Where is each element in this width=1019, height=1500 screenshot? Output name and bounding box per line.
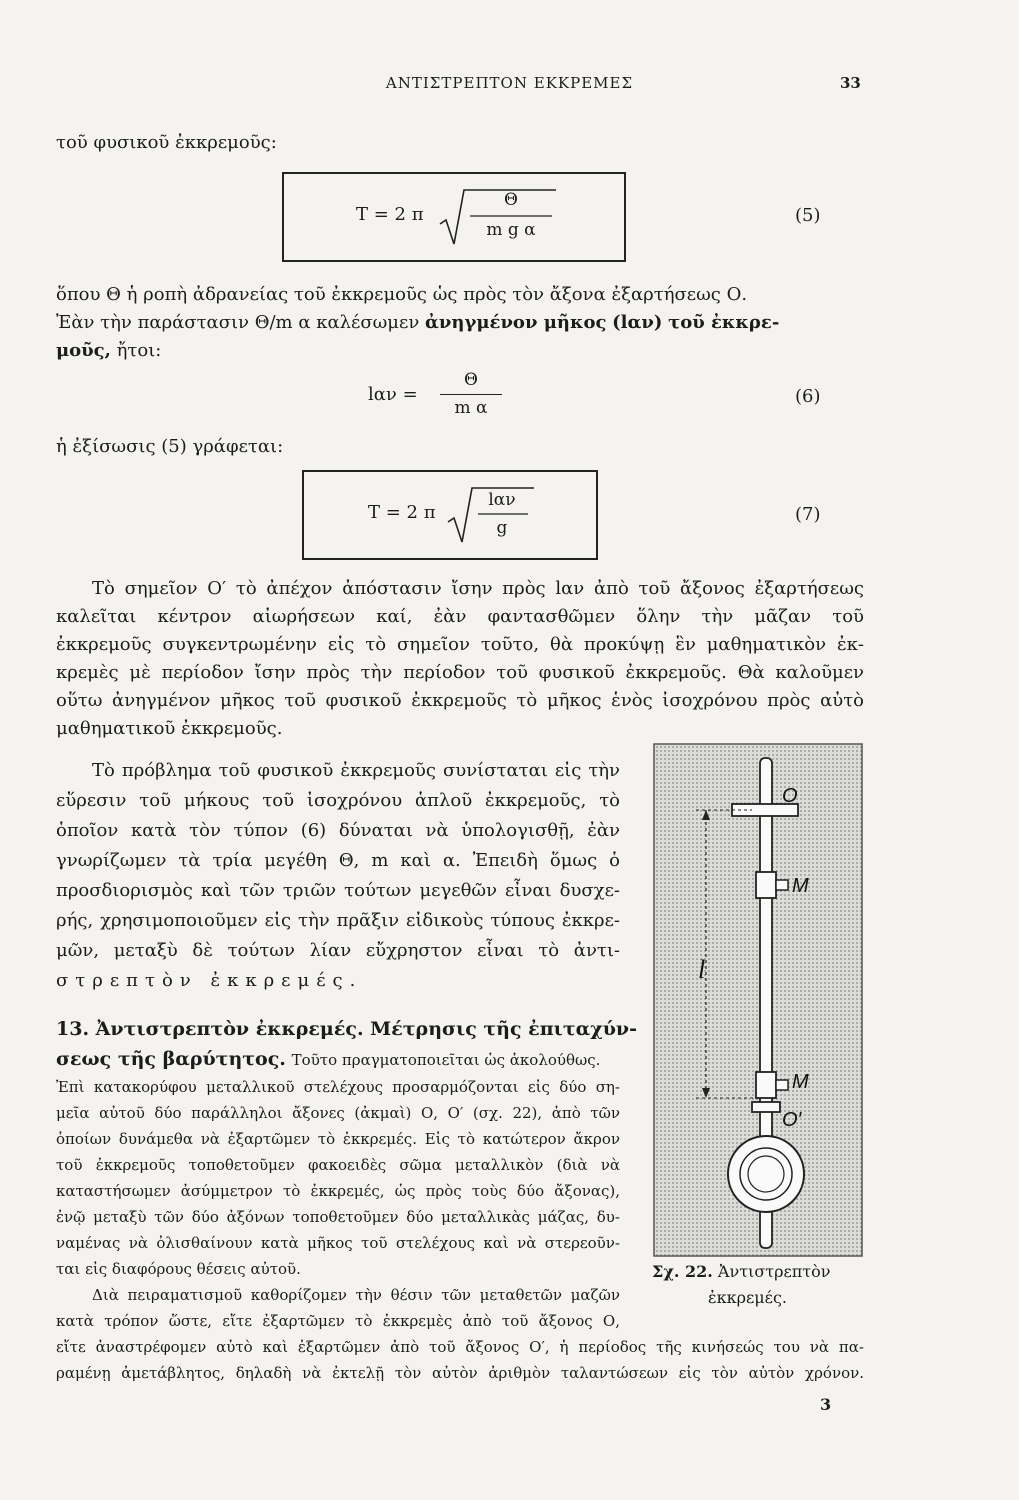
- figure-caption-text: Ἀντιστρεπτὸν: [717, 1262, 831, 1281]
- para2-line-1: Τὸ σημεῖον Ο′ τὸ ἀπέχον ἀπόστασιν ἴσην πρὸς lαν ἀπὸ τοῦ ἄξονος ἐξαρτήσεως: [92, 578, 864, 599]
- para1-word: ἤτοι:: [116, 340, 162, 361]
- reversible-pendulum-figure: [652, 742, 866, 1262]
- reduced-length-term: ἀνηγμένον μῆκος: [425, 312, 607, 333]
- para3-line-5: προσδιορισμὸς καὶ τῶν τριῶν τούτων μεγεθῶν εἶναι δυσχε-: [56, 880, 620, 901]
- running-header: ΑΝΤΙΣΤΡΕΠΤΟΝ ΕΚΚΡΕΜΕΣ: [385, 74, 634, 92]
- para3-line-6: ρής, χρησιμοποιοῦμεν εἰς τὴν πρᾶξιν εἰδικοὺς τύπους ἐκκρε-: [56, 910, 620, 931]
- equation-6-fraction-bar: [440, 394, 502, 395]
- page-number: 33: [840, 74, 861, 92]
- label-o: O: [782, 785, 798, 807]
- para1-bold-word: μοῦς,: [56, 340, 111, 361]
- knife-edge-o-prime: [752, 1102, 780, 1112]
- para1-term-end: τοῦ ἐκκρε-: [668, 312, 780, 333]
- para2-line-2: καλεῖται κέντρον αἰωρήσεων καί, ἐὰν φαντασθῶμεν ὅλην τὴν μᾶζαν τοῦ: [56, 606, 864, 627]
- section-line-11: εἴτε ἀναστρέφομεν αὐτὸ καὶ ἐξαρτῶμεν ἀπὸ τοῦ ἄξονος Ο′, ἡ περίοδος τῆς κινήσεώς του νὰ πα-: [56, 1338, 864, 1356]
- section-line-5: καταστήσωμεν ἀσύμμετρον τὸ ἐκκρεμές, ὡς πρὸς τοὺς δύο ἄξονας),: [56, 1182, 620, 1200]
- section-line-6: ἐνῷ μεταξὺ τῶν δύο ἀξόνων τοποθετοῦμεν δύο μεταλλικὰς μάζας, δυ-: [56, 1208, 620, 1226]
- para3-line-8: στρεπτὸν ἐκκρεμές.: [56, 970, 363, 991]
- equation-5-lhs: T = 2 π: [356, 204, 424, 225]
- para3-line-2: εὕρεσιν τοῦ μήκους τοῦ ἰσοχρόνου ἁπλοῦ ἐκκρεμοῦς, τὸ: [56, 790, 620, 811]
- section-line-12: ραμένῃ ἀμετάβλητος, δηλαδὴ νὰ ἐκτελῇ τὸν αὐτὸν ἀριθμὸν ταλαντώσεων εἰς τὸν αὐτὸν χρόνον.: [56, 1364, 864, 1382]
- intro-line: τοῦ φυσικοῦ ἐκκρεμοῦς:: [56, 132, 277, 153]
- para1-line-1: ὅπου Θ ἡ ροπὴ ἀδρανείας τοῦ ἐκκρεμοῦς ὡς πρὸς τὸν ἄξονα ἐξαρτήσεως Ο.: [56, 284, 748, 305]
- section-line-9: Διὰ πειραματισμοῦ καθορίζομεν τὴν θέσιν τῶν μεταθετῶν μαζῶν: [92, 1286, 620, 1304]
- section-intro: Τοῦτο πραγματοποιεῖται ὡς ἀκολούθως.: [291, 1051, 601, 1069]
- label-o-prime: O′: [782, 1109, 802, 1131]
- section-title: 13. Ἀντιστρεπτὸν ἐκκρεμές. Μέτρησις τῆς ἐπιταχύν-: [56, 1018, 637, 1040]
- signature-number: 3: [820, 1395, 832, 1414]
- section-title-line-2: [56, 1048, 600, 1070]
- eq7-intro: ἡ ἐξίσωσις (5) γράφεται:: [56, 436, 284, 457]
- section-line-8: ται εἰς διαφόρους θέσεις αὐτοῦ.: [56, 1260, 301, 1278]
- equation-7-numerator: lαν: [488, 490, 516, 510]
- figure-caption: [652, 1262, 831, 1281]
- para2-line-5: οὕτω ἀνηγμένον μῆκος τοῦ φυσικοῦ ἐκκρεμοῦς τὸ μῆκος ἑνὸς ἰσοχρόνου πρὸς αὐτὸ: [56, 690, 864, 711]
- para2-line-3: ἐκκρεμοῦς συγκεντρωμένην εἰς τὸ σημεῖον τοῦτο, θὰ προκύψῃ ἓν μαθηματικὸν ἐκ-: [56, 634, 864, 655]
- para2-line-6: μαθηματικοῦ ἐκκρεμοῦς.: [56, 718, 283, 739]
- para1-line-3: [56, 340, 161, 361]
- equation-7-lhs: T = 2 π: [368, 502, 436, 523]
- label-m-top: M: [792, 875, 809, 897]
- section-line-2: μεῖα αὐτοῦ δύο παράλληλοι ἄξονες (ἀκμαὶ) Ο, Ο′ (σχ. 22), ἀπὸ τῶν: [56, 1104, 620, 1122]
- sliding-mass-bottom-screw: [776, 1080, 788, 1090]
- equation-7-denominator: g: [496, 518, 508, 538]
- reduced-length-symbol: (lαν): [612, 312, 663, 333]
- label-m-bottom: M: [792, 1071, 809, 1093]
- section-line-3: ὁποίων δυνάμεθα νὰ ἐξαρτῶμεν τὸ ἐκκρεμές. Εἰς τὸ κατώτερον ἄκρον: [56, 1130, 620, 1148]
- para2-line-4: κρεμὲς μὲ περίοδον ἴσην πρὸς τὴν περίοδον τοῦ φυσικοῦ ἐκκρεμοῦς. Θὰ καλοῦμεν: [56, 662, 864, 683]
- para3-line-3: ὁποῖον κατὰ τὸν τύπον (6) δύναται νὰ ὑπολογισθῇ, ἐὰν: [56, 820, 620, 841]
- equation-5-number: (5): [795, 205, 821, 226]
- equation-5-denominator: m g α: [486, 220, 536, 240]
- para1-line-2: [56, 312, 779, 333]
- sliding-mass-top: [756, 872, 776, 898]
- equation-7-number: (7): [795, 504, 821, 525]
- label-length: l: [698, 955, 706, 984]
- para1-text: Ἐὰν τὴν παράστασιν Θ/m α καλέσωμεν: [56, 312, 420, 333]
- section-line-10: κατὰ τρόπον ὥστε, εἴτε ἐξαρτῶμεν τὸ ἐκκρεμὲς ἀπὸ τοῦ ἄξονος Ο,: [56, 1312, 620, 1330]
- section-title-end: σεως τῆς βαρύτητος.: [56, 1048, 286, 1070]
- sliding-mass-bottom: [756, 1072, 776, 1098]
- section-line-1: Ἐπὶ κατακορύφου μεταλλικοῦ στελέχους προσαρμόζονται εἰς δύο ση-: [56, 1078, 620, 1096]
- equation-6-numerator: Θ: [464, 370, 478, 390]
- section-line-4: τοῦ ἐκκρεμοῦς τοποθετοῦμεν φακοειδὲς σῶμα μεταλλικὸν (διὰ νὰ: [56, 1156, 620, 1174]
- equation-6-lhs: lαν =: [368, 384, 418, 405]
- equation-6-denominator: m α: [454, 398, 488, 418]
- figure-caption-line-2: ἐκκρεμές.: [708, 1288, 788, 1307]
- equation-6-number: (6): [795, 386, 821, 407]
- equation-5-numerator: Θ: [504, 190, 518, 210]
- para3-line-7: μῶν, μεταξὺ δὲ τούτων λίαν εὔχρηστον εἶναι τὸ ἀντι-: [56, 940, 620, 961]
- section-line-7: ναμένας νὰ ὀλισθαίνουν κατὰ μῆκος τοῦ στελέχους καὶ νὰ στερεοῦν-: [56, 1234, 620, 1252]
- para3-line-1: Τὸ πρόβλημα τοῦ φυσικοῦ ἐκκρεμοῦς συνίσταται εἰς τὴν: [92, 760, 620, 781]
- sliding-mass-top-screw: [776, 880, 788, 890]
- figure-caption-number: Σχ. 22.: [652, 1262, 713, 1281]
- para3-line-4: γνωρίζωμεν τὰ τρία μεγέθη Θ, m καὶ α. Ἐπειδὴ ὅμως ὁ: [56, 850, 620, 871]
